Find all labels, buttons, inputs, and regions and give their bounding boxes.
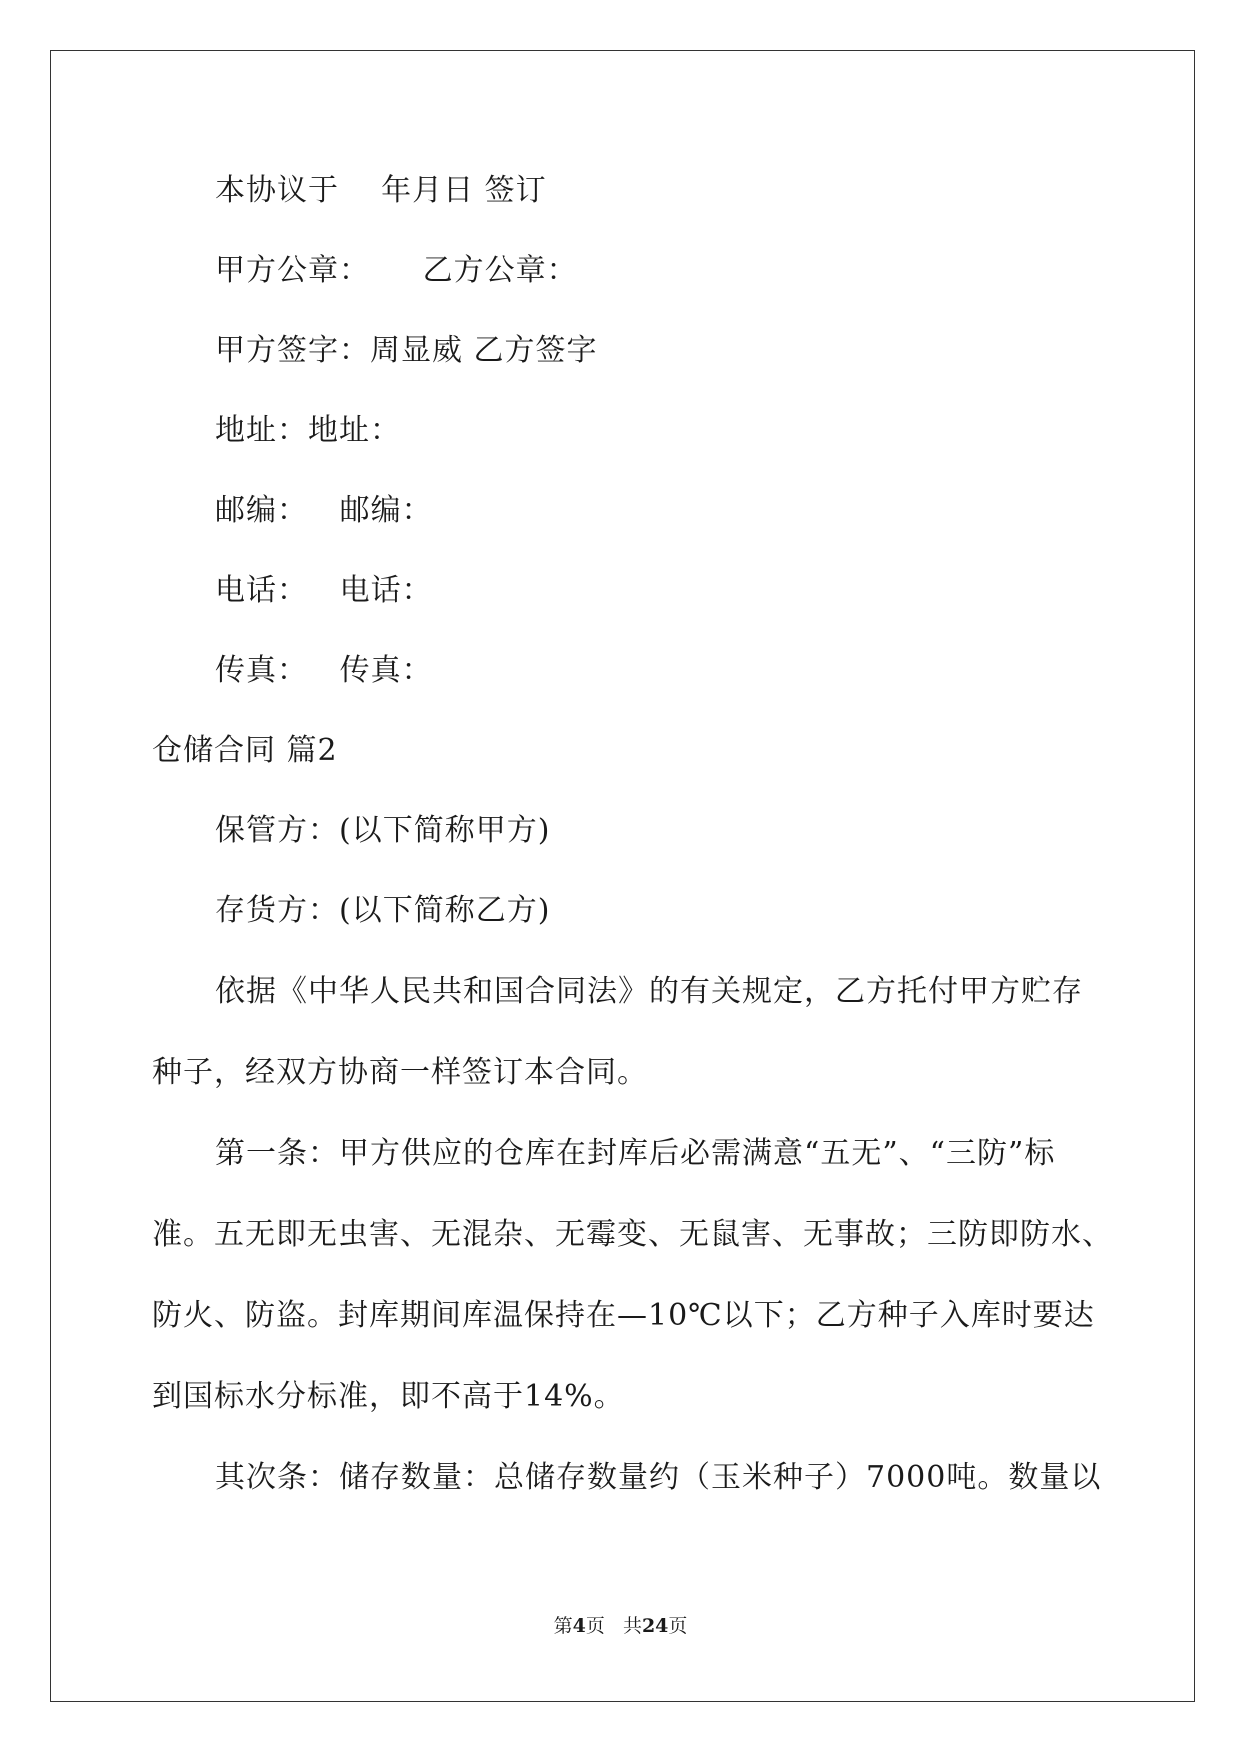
signing-date-line: 本协议于 年月日 签订 [215, 173, 547, 208]
party-signature-line: 甲方签字：周显威 乙方签字 [215, 333, 598, 368]
page-footer [0, 1614, 1241, 1638]
footer-prefix: 第 [553, 1615, 573, 1637]
page-number: 4 [572, 1615, 586, 1637]
total-pages: 24 [641, 1615, 669, 1637]
footer-mid: 页 共 [585, 1615, 642, 1637]
paragraph-line: 依据《中华人民共和国合同法》的有关规定，乙方托付甲方贮存 [215, 974, 1083, 1009]
paragraph-line: 种子，经双方协商一样签订本合同。 [152, 1055, 648, 1090]
postcode-line: 邮编： 邮编： [215, 493, 433, 528]
paragraph-line: 防火、防盗。封库期间库温保持在—10℃以下；乙方种子入库时要达 [152, 1298, 1095, 1333]
article-one-line: 第一条：甲方供应的仓库在封库后必需满意“五无”、“三防”标 [215, 1136, 1056, 1171]
footer-suffix: 页 [668, 1615, 688, 1637]
page-border [50, 50, 1195, 1702]
fax-line: 传真： 传真： [215, 653, 433, 688]
custodian-line: 保管方：(以下简称甲方) [215, 813, 551, 848]
paragraph-line: 到国标水分标准，即不高于14%。 [152, 1379, 625, 1414]
address-line: 地址：地址： [215, 413, 401, 448]
article-two-line: 其次条：储存数量：总储存数量约（玉米种子）7000吨。数量以 [215, 1460, 1102, 1495]
phone-line: 电话： 电话： [215, 573, 433, 608]
party-seal-line: 甲方公章： 乙方公章： [215, 253, 578, 288]
section-heading: 仓储合同 篇2 [152, 733, 338, 768]
paragraph-line: 准。五无即无虫害、无混杂、无霉变、无鼠害、无事故；三防即防水、 [152, 1217, 1113, 1252]
depositor-line: 存货方：(以下简称乙方) [215, 893, 551, 928]
